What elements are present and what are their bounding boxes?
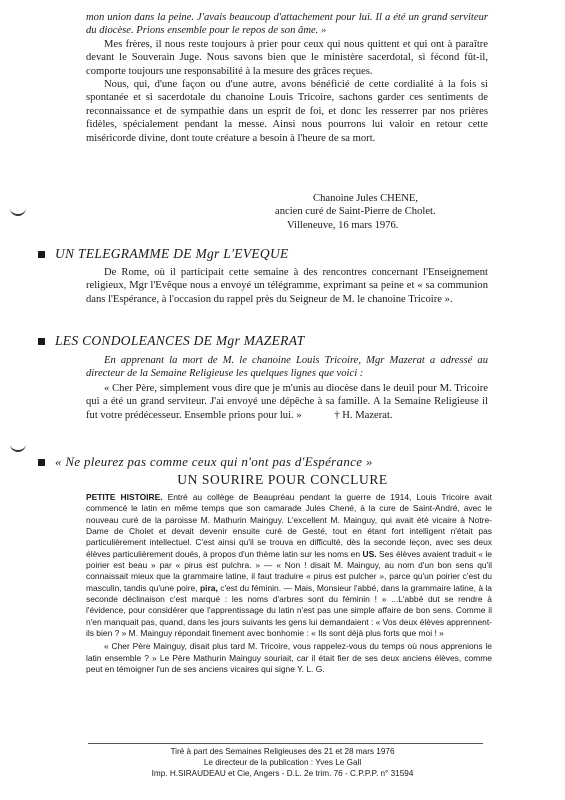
condolences-heading: [38, 333, 305, 349]
story-text-a: Entré au collège de Beaupréau pendant la guerre de 1914, Louis Tricoire avait commencé le latin en même temps que son camarade Jules Chené, à la cure de Saint-André, avec le nouveau curé de la paroisse M. Mathurin Mainguy. L'excellent M. Mainguy, qui avait été vicaire à Notre-Dame de Cholet et devait devenir ensuite curé de Gesté, tout en étant fort intelligent n'était pas particulièrement intellectuel. C'est ainsi qu'il se trouva en difficulté, dès la seconde leçon, avec ses deux élèves particulièrement doués, à propos d'un thème latin sur les noms en: [86, 492, 492, 559]
signature-role: ancien curé de Saint-Pierre de Cholet.: [275, 206, 436, 218]
footer: [0, 746, 565, 779]
footer-line-3: Imp. H.SIRAUDEAU et Cie, Angers - D.L. 2e trim. 76 - C.P.P.P. n° 31594: [151, 769, 414, 778]
condolences-heading-text: LES CONDOLEANCES DE Mgr MAZERAT: [55, 333, 305, 348]
telegram-body: De Rome, où il participait cette semaine à des rencontres concernant l'Enseignement religieux, Mgr l'Evêque nous a envoyé un télégramme, exprimant sa peine et « sa communion dans l'Espérance, à l'occasion du rappel près du Seigneur de M. le chanoine Tricoire ».: [86, 267, 488, 305]
story-us: US.: [362, 548, 377, 559]
story-text-c: c'est du féminin. — Mais, Monsieur l'abbé, dans la grammaire latine, à la seconde déclinaison c'est marqué : les noms d'arbres sont du féminin ! » ...L'abbé dut se rendre à l'évidence, pour considérer que l'apprentissage du latin n'est pas une simple affaire de bon sens. Comme il n'en manquait pas, quand, dans les jours suivants les gens lui demandaient : « Vos deux élèves apprennent-ils bien ? » M. Mainguy répondait finement avec bonhomie : « Ils sont déjà plus forts que moi ! »: [86, 582, 492, 639]
body-paragraph-2: Mes frères, il nous reste toujours à prier pour ceux qui nous quittent et qui ont à paraître devant le Souverain Juge. Nous savons bien que le ministère sacerdotal, si fécond fût-il, comporte toujours une responsabilité à la mesure des grâces reçues.: [86, 38, 488, 77]
footer-divider: [88, 743, 483, 744]
margin-mark: [10, 208, 26, 216]
telegram-heading-text: UN TELEGRAMME DE Mgr L'EVEQUE: [55, 246, 289, 261]
condolences-letter: [86, 382, 488, 422]
condolences-section: [86, 354, 488, 422]
footer-line-1: Tiré à part des Semaines Religieuses des 21 et 28 mars 1976: [170, 747, 395, 756]
condolences-letter-text: « Cher Père, simplement vous dire que je m'unis au diocèse dans le deuil pour M. Tricoire qui a été un grand serviteur. J'ai envoyé une dépêche à sa famille. A la Semaine Religieuse il fut votre prédécesseur. Ensemble prions pour lui. »: [86, 382, 488, 421]
condolences-intro: En apprenant la mort de M. le chanoine Louis Tricoire, Mgr Mazerat a adressé au directeur de la Semaine Religieuse les quelques lignes que voici :: [86, 355, 488, 380]
story-lead: PETITE HISTOIRE.: [86, 492, 163, 502]
condolences-signature: † H. Mazerat.: [334, 409, 393, 421]
telegram-heading: [38, 246, 289, 262]
signature-place-date: Villeneuve, 16 mars 1976.: [287, 219, 399, 231]
telegram-section: [86, 266, 488, 306]
quote-paragraph: mon union dans la peine. J'avais beaucoup d'attachement pour lui. Il a été un grand serviteur du diocèse. Prions ensemble pour le repos de son âme. »: [86, 12, 488, 37]
conclusion-title: UN SOURIRE POUR CONCLURE: [177, 472, 388, 487]
story-paragraph-2: « Cher Père Mainguy, disait plus tard M. Tricoire, vous rappelez-vous du temps où nous apprenions le latin ensemble ? » Le Père Mathurin Mainguy souriait, car il était fier de ses deux anciens élèves, comme peut en témoigner l'un de ses anciens vicaires qui signe Y. L. G.: [86, 641, 492, 675]
bullet-icon: [38, 459, 45, 466]
conclusion-heading-text: « Ne pleurez pas comme ceux qui n'ont pas d'Espérance »: [55, 454, 373, 469]
signature-block: [275, 192, 436, 232]
signature-name: Chanoine Jules CHENE,: [313, 193, 419, 204]
story-paragraph-1: [86, 492, 492, 639]
body-paragraph-3: Nous, qui, d'une façon ou d'une autre, avons bénéficié de cette cordialité à la fois si spontanée et si sacerdotale du chanoine Louis Tricoire, sachons garder ces sentiments de reconnaissance et de sympathie dans un esprit de foi, et donc les resserrer par nos prières fidèles, spécialement pendant la messe. Ainsi nous pourrons lui valoir en retour cette miséricorde divine, dont toute créature a besoin à l'heure de sa mort.: [86, 79, 488, 144]
bullet-icon: [38, 338, 45, 345]
bullet-icon: [38, 251, 45, 258]
conclusion-section: [86, 492, 492, 676]
top-section: [86, 11, 488, 145]
story-pira: pira,: [199, 582, 218, 593]
margin-mark: [10, 444, 26, 452]
footer-line-2: Le directeur de la publication : Yves Le Gall: [203, 758, 362, 767]
story-text-b: Ses élèves avaient traduit « le poirier est beau » par « pirus est pulchra. » — « Non ! disait M. Mainguy, au nom d'un bon sens qu'il connaissait mieux que la grammaire latine, il faut traduire « pirus est pulcher », parce qu'un poirier c'est du masculin, tandis qu'une poire,: [86, 548, 492, 593]
conclusion-heading: [38, 454, 373, 470]
